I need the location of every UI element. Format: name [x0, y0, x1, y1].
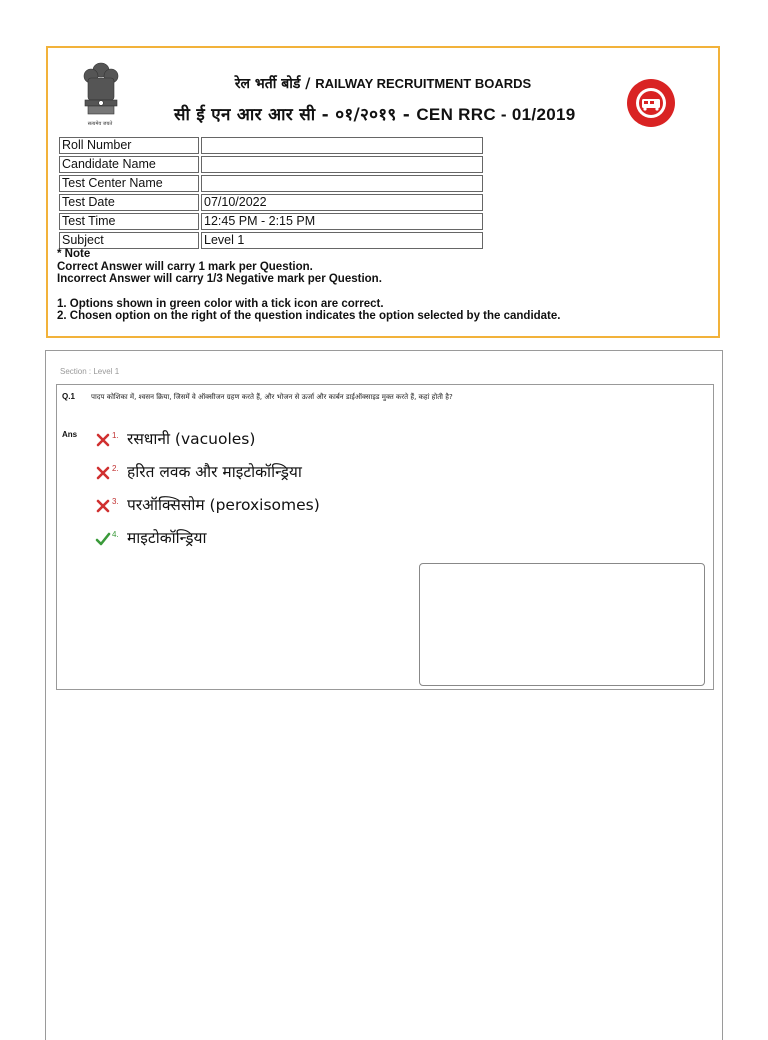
info-value: Level 1: [201, 232, 483, 249]
question-number: Q.1: [62, 392, 75, 401]
notes-block: [57, 248, 707, 323]
info-value: [201, 175, 483, 192]
railway-logo-icon: [626, 78, 676, 128]
info-row: [59, 137, 483, 154]
subtitle-hindi: सी ई एन आर आर सी - ०१/२०१९ -: [174, 105, 417, 125]
option-text: परऑक्सिसोम (peroxisomes): [127, 496, 320, 514]
info-label: Test Date: [59, 194, 199, 211]
chosen-option-box: [419, 563, 705, 686]
answer-label: Ans: [62, 430, 78, 439]
info-row: [59, 213, 483, 230]
answer-option-4: [95, 528, 207, 552]
answer-option-1: [95, 429, 255, 453]
option-number: 2.: [112, 464, 119, 473]
info-value: 07/10/2022: [201, 194, 483, 211]
option-number: 4.: [112, 530, 119, 539]
question-panel: [45, 350, 723, 1040]
title-separator: /: [300, 76, 316, 92]
note-line-3: 1. Options shown in green color with a tick icon are correct.: [57, 297, 384, 310]
title-english: RAILWAY RECRUITMENT BOARDS: [315, 76, 532, 91]
info-value: [201, 137, 483, 154]
answer-option-2: [95, 462, 302, 486]
info-label: Test Time: [59, 213, 199, 230]
note-line-1: Correct Answer will carry 1 mark per Question.: [57, 260, 313, 273]
header-title: [48, 74, 718, 93]
cross-icon: [95, 433, 111, 447]
subtitle-english: CEN RRC - 01/2019: [416, 105, 576, 124]
candidate-info-table: [57, 135, 485, 251]
note-line-2: Incorrect Answer will carry 1/3 Negative mark per Question.: [57, 273, 382, 285]
check-icon: [95, 532, 111, 546]
title-hindi: रेल भर्ती बोर्ड: [234, 76, 301, 92]
emblem-caption: सत्यमेव जयते: [87, 121, 113, 127]
note-heading: * Note: [57, 248, 91, 260]
question-box: [56, 384, 714, 690]
info-row: [59, 156, 483, 173]
info-label: Test Center Name: [59, 175, 199, 192]
header-box: [46, 46, 720, 338]
option-number: 3.: [112, 497, 119, 506]
option-number: 1.: [112, 431, 119, 440]
option-text: रसधानी (vacuoles): [127, 430, 256, 448]
cross-icon: [95, 499, 111, 513]
info-value: [201, 156, 483, 173]
answer-option-3: [95, 495, 320, 519]
info-value: 12:45 PM - 2:15 PM: [201, 213, 483, 230]
question-text: पादप कोशिका में, श्वसन क्रिया, जिसमें वे ऑक्सीजन ग्रहण करते हैं, और भोजन से ऊर्जा और कार्बन डाईऑक्साइड मुक्त करते हैं, कहां होती है?: [91, 393, 453, 401]
option-text: हरित लवक और माइटोकॉन्ड्रिया: [127, 463, 302, 481]
note-line-4: 2. Chosen option on the right of the question indicates the option selected by the candidate.: [57, 310, 561, 322]
option-text: माइटोकॉन्ड्रिया: [127, 529, 207, 547]
info-row: [59, 175, 483, 192]
cross-icon: [95, 466, 111, 480]
info-row: [59, 232, 483, 249]
national-emblem-icon: [76, 60, 126, 128]
info-row: [59, 194, 483, 211]
info-label: Subject: [59, 232, 199, 249]
section-label: Section : Level 1: [60, 367, 120, 376]
info-label: Candidate Name: [59, 156, 199, 173]
info-label: Roll Number: [59, 137, 199, 154]
header-subtitle: [174, 102, 575, 125]
